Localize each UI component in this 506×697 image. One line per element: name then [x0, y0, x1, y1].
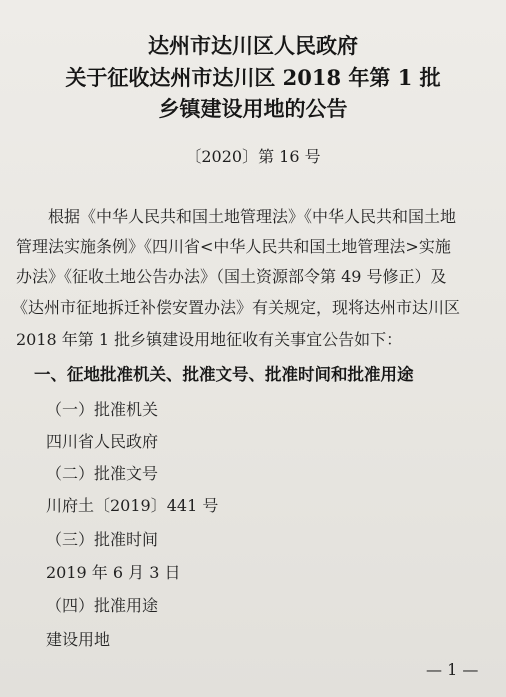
item-value-approval-authority: 四川省人民政府	[46, 432, 159, 451]
section-heading-1: 一、征地批准机关、批准文号、批准时间和批准用途	[34, 365, 414, 384]
item-label-approval-number: （二）批准文号	[46, 464, 159, 483]
document-number: 〔2020〕第 16 号	[185, 147, 321, 166]
paragraph-line-1: 根据《中华人民共和国土地管理法》《中华人民共和国土地	[48, 207, 457, 226]
title-line-2: 关于征收达州市达川区 2018 年第 1 批	[65, 65, 441, 90]
page-number: — 1 —	[426, 660, 479, 679]
paragraph-line-3: 办法》《征收土地公告办法》（国土资源部令第 49 号修正）及	[16, 267, 447, 286]
item-label-approval-purpose: （四）批准用途	[46, 596, 159, 615]
item-value-approval-purpose: 建设用地	[46, 630, 111, 649]
item-label-approval-authority: （一）批准机关	[46, 400, 159, 419]
title-line-3: 乡镇建设用地的公告	[158, 96, 348, 121]
item-value-approval-number: 川府土〔2019〕441 号	[46, 496, 219, 515]
paragraph-line-4: 《达州市征地拆迁补偿安置办法》有关规定，现将达州市达川区	[12, 298, 461, 317]
title-line-1: 达州市达川区人民政府	[148, 33, 358, 58]
item-label-approval-date: （三）批准时间	[46, 530, 159, 549]
paragraph-line-2: 管理法实施条例》《四川省<中华人民共和国土地管理法>实施	[16, 237, 451, 256]
paragraph-line-5: 2018 年第 1 批乡镇建设用地征收有关事宜公告如下：	[16, 330, 403, 349]
item-value-approval-date: 2019 年 6 月 3 日	[46, 563, 181, 582]
